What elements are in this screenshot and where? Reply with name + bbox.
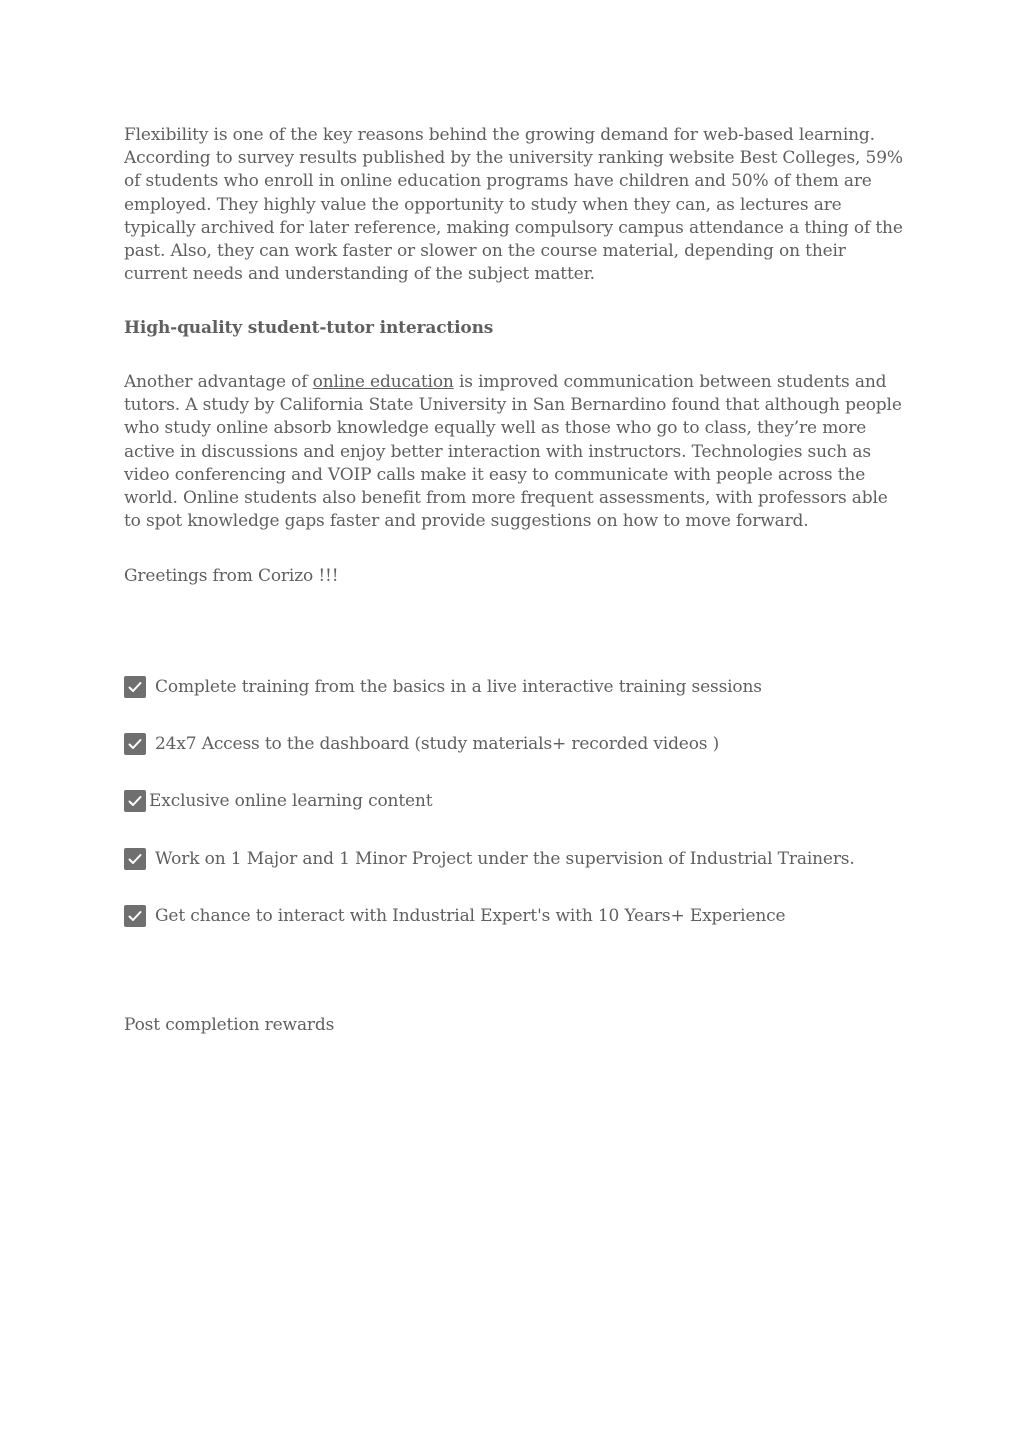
checklist-item-text: Work on 1 Major and 1 Minor Project under the supervision of Industrial Trainers. [155, 849, 855, 869]
rewards-heading: Post completion rewards [124, 1015, 335, 1035]
section-heading: High-quality student-tutor interactions [124, 318, 494, 338]
checklist-item-text: 24x7 Access to the dashboard (study materials+ recorded videos ) [155, 734, 720, 754]
paragraph-interactions [124, 371, 904, 533]
paragraph-flexibility: Flexibility is one of the key reasons behind the growing demand for web-based learning. According to survey results published by the university ranking website Best Colleges, 59% of students who enroll in online education programs have children and 50% of them are employed. They highly value the opportunity to study when they can, as lectures are typically archived for later reference, making compulsory campus attendance a thing of the past. Also, they can work faster or slower on the course material, depending on their current needs and understanding of the subject matter. [124, 125, 903, 285]
paragraph-text-before-link: Another advantage of [124, 372, 313, 392]
checkbox-icon [124, 790, 146, 812]
greeting-text: Greetings from Corizo !!! [124, 566, 339, 586]
checklist-item [124, 675, 762, 699]
checklist-item [124, 847, 855, 871]
checkbox-icon [124, 733, 146, 755]
checklist-item [124, 732, 719, 756]
checkbox-icon [124, 905, 146, 927]
checklist-item-text: Get chance to interact with Industrial Expert's with 10 Years+ Experience [155, 906, 786, 926]
paragraph-text-after-link: is improved communication between students and tutors. A study by California State University in San Bernardino found that although people who study online absorb knowledge equally well as those who go to class, they’re more active in discussions and enjoy better interaction with instructors. Technologies such as video conferencing and VOIP calls make it easy to communicate with people across the world. Online students also benefit from more frequent assessments, with professors able to spot knowledge gaps faster and provide suggestions on how to move forward. [124, 372, 902, 532]
checkbox-icon [124, 676, 146, 698]
checklist-item-text: Exclusive online learning content [149, 791, 433, 811]
checklist-item-text: Complete training from the basics in a live interactive training sessions [155, 677, 762, 697]
checkbox-icon [124, 848, 146, 870]
checklist-item [124, 789, 432, 813]
online-education-link[interactable]: online education [312, 372, 454, 392]
checklist-item [124, 904, 785, 928]
